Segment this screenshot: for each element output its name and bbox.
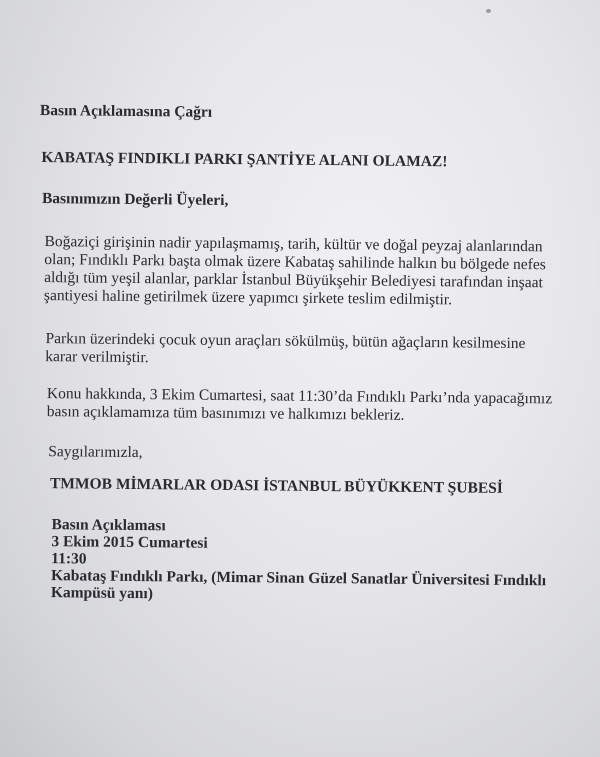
paragraph3-line1: Konu hakkında, 3 Ekim Cumartesi, saat 11:30’da Fındıklı Parkı’nda yapacağımız [46, 385, 553, 408]
paragraph1-line1: Boğaziçi girişinin nadir yapılaşmamış, tarih, kültür ve doğal peyzaj alanlarından [44, 233, 543, 256]
signature: TMMOB MİMARLAR ODASI İSTANBUL BÜYÜKKENT ŞUBESİ [49, 475, 503, 497]
paragraph1-line2: olan; Fındıklı Parkı başta olmak üzere Kabataş sahilinde halkın bu bölgede nefes [44, 251, 546, 274]
closing: Saygılarımızla, [48, 443, 143, 462]
heading: Basın Açıklamasına Çağrı [39, 102, 213, 121]
greeting: Basınımızın Değerli Üyeleri, [41, 190, 229, 209]
event-label: Basın Açıklaması [51, 516, 166, 535]
title: KABATAŞ FINDIKLI PARKI ŞANTİYE ALANI OLAMAZ! [41, 149, 448, 171]
event-location-line2: Kampüsü yanı) [50, 584, 154, 603]
paragraph2-line2: karar verilmiştir. [45, 348, 149, 367]
event-time: 11:30 [51, 550, 87, 568]
paragraph3-line2: basın açıklamamıza tüm basınımızı ve halkımızı bekleriz. [46, 403, 405, 424]
event-date: 3 Ekim 2015 Cumartesi [51, 533, 208, 552]
paper-speck [486, 9, 491, 13]
paragraph1-line4: şantiyesi haline getirilmek üzere yapımcı şirkete teslim edilmiştir. [43, 287, 453, 309]
event-location-line1: Kabataş Fındıklı Parkı, (Mimar Sinan Güzel Sanatlar Üniversitesi Fındıklı [50, 567, 547, 590]
press-release [39, 102, 596, 603]
paragraph1-line3: aldığı tüm yeşil alanlar, parklar İstanbul Büyükşehir Belediyesi tarafından inşaat [44, 269, 543, 292]
paragraph2-line1: Parkın üzerindeki çocuk oyun araçları sökülmüş, bütün ağaçların kesilmesine [45, 330, 526, 353]
